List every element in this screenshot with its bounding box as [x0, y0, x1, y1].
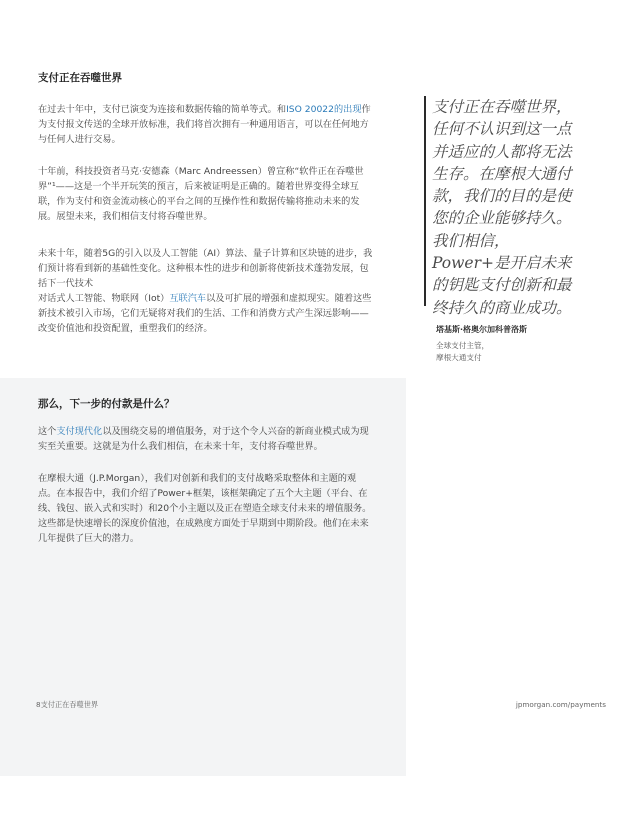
- footer-url[interactable]: jpmorgan.com/payments: [515, 700, 606, 709]
- quote-bar: [424, 96, 426, 306]
- connected-cars-link[interactable]: 互联汽车: [169, 293, 207, 304]
- pull-quote: 支付正在吞噬世界，任何不认识到这一点并适应的人都将无法生存。在摩根大通付款，我们的目的是使您的企业能够持久。我们相信，Power+是开启未来的钥匙支付创新和最终持久的商业成功。: [432, 98, 572, 317]
- paragraph-power-plus: 在摩根大通（J.P.Morgan），我们对创新和我们的支付战略采取整体和主题的观点。在本报告中，我们介绍了Power+框架，该框架确定了五个大主题（平台、在线、钱包、嵌入式和实时）和20个小主题以及正在塑造全球支付未来的增值服务。这些都是快速增长的深度价值池，在成熟度方面处于早期到中期阶段。他们在未来几年提供了巨大的潜力。: [38, 473, 372, 544]
- paragraph-next-decade: 未来十年，随着5G的引入以及人工智能（AI）算法、量子计算和区块链的进步，我们预计将看到新的基础性变化。这种根本性的进步和创新将使新技术蓬勃发展，包括下一代技术 对话式人工智能、物联网（Iot）互联汽车以及可扩展的增强和虚拟现实。随着这些新技术被引入市场，它们无疑将对我们的生活、工作和消费方式产生深远影响——改变价值池和投资配置，重塑我们的经济。: [38, 248, 373, 334]
- paragraph-modernization: 这个支付现代化以及围绕交易的增值服务，对于这个令人兴奋的新商业模式成为现实至关重要。这就是为什么我们相信，在未来十年，支付将吞噬世界。: [38, 426, 369, 452]
- section-heading-whats-next: 那么，下一步的付款是什么？: [38, 398, 175, 410]
- footer-page-label: 8支付正在吞噬世界: [36, 700, 99, 709]
- iso20022-link[interactable]: ISO 20022的出现: [286, 104, 362, 115]
- quote-attribution-title: 全球支付主管， 摩根大通支付: [436, 341, 490, 362]
- paragraph-iso20022: 在过去十年中，支付已演变为连接和数据传输的简单等式。和ISO 20022的出现作为支付报文传送的全球开放标准，我们将首次拥有一种通用语言，可以在任何地方与任何人进行交易。: [38, 104, 371, 145]
- paragraph-andreessen: 十年前，科技投资者马克·安德森（Marc Andreessen）曾宣称“软件正在吞噬世界”¹——这是一个半开玩笑的预言，后来被证明是正确的。随着世界变得全球互联，作为支付和资金流动核心的平台之间的互操作性和数据传输将推动未来的发展。展望未来，我们相信支付将吞噬世界。: [38, 166, 364, 222]
- payments-modernization-link[interactable]: 支付现代化: [56, 426, 103, 437]
- quote-attribution-name: 塔基斯·格奥尔加科普洛斯: [436, 325, 528, 334]
- section-heading-payments-eating-world: 支付正在吞噬世界: [38, 72, 122, 84]
